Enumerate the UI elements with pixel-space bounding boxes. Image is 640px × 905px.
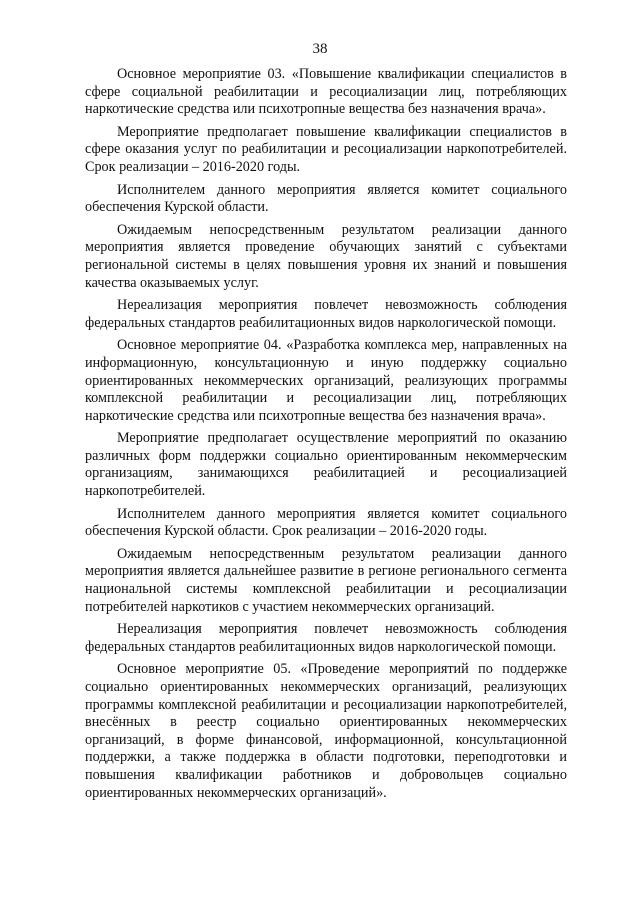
paragraph: Основное мероприятие 05. «Проведение мероприятий по поддержке социально ориентированных некоммерческих организаций, реализующих программы комплексной реабилитации и ресоциализации наркопотребителей, внесённых в реестр социально ориентированных некоммерческих организаций, в форме финансовой, информационной, консультационной поддержки, а также поддержка в области подготовки, переподготовки и повышения квалификации работников и добровольцев социально ориентированных некоммерческих организаций». — [85, 661, 567, 801]
paragraph: Основное мероприятие 04. «Разработка комплекса мер, направленных на информационную, консультационную и иную поддержку социально ориентированных некоммерческих организаций, реализующих программы комплексной реабилитации и ресоциализации лиц, потребляющих наркотические средства или психотропные вещества без назначения врача». — [85, 337, 567, 424]
paragraph: Ожидаемым непосредственным результатом реализации данного мероприятия является проведение обучающих занятий с субъектами региональной системы в целях повышения уровня их знаний и повышения качества оказываемых услуг. — [85, 221, 567, 291]
document-body — [85, 66, 567, 807]
paragraph: Исполнителем данного мероприятия является комитет социального обеспечения Курской области. — [85, 181, 567, 216]
paragraph: Исполнителем данного мероприятия является комитет социального обеспечения Курской области. Срок реализации – 2016-2020 годы. — [85, 505, 567, 540]
paragraph: Мероприятие предполагает осуществление мероприятий по оказанию различных форм поддержки социально ориентированным некоммерческим организациям, занимающихся реабилитацией и ресоциализацией наркопотребителей. — [85, 430, 567, 500]
paragraph: Мероприятие предполагает повышение квалификации специалистов в сфере оказания услуг по реабилитации и ресоциализации наркопотребителей. Срок реализации – 2016-2020 годы. — [85, 123, 567, 175]
page-number: 38 — [312, 41, 328, 57]
paragraph: Нереализация мероприятия повлечет невозможность соблюдения федеральных стандартов реабилитационных видов наркологической помощи. — [85, 621, 567, 655]
paragraph: Нереализация мероприятия повлечет невозможность соблюдения федеральных стандартов реабилитационных видов наркологической помощи. — [85, 297, 567, 331]
paragraph: Основное мероприятие 03. «Повышение квалификации специалистов в сфере социальной реабилитации и ресоциализации лиц, потребляющих наркотические средства или психотропные вещества без назначения врача». — [85, 66, 567, 118]
paragraph: Ожидаемым непосредственным результатом реализации данного мероприятия является дальнейшее развитие в регионе регионального сегмента национальной системы комплексной реабилитации и ресоциализации потребителей наркотиков с участием некоммерческих организаций. — [85, 545, 567, 615]
